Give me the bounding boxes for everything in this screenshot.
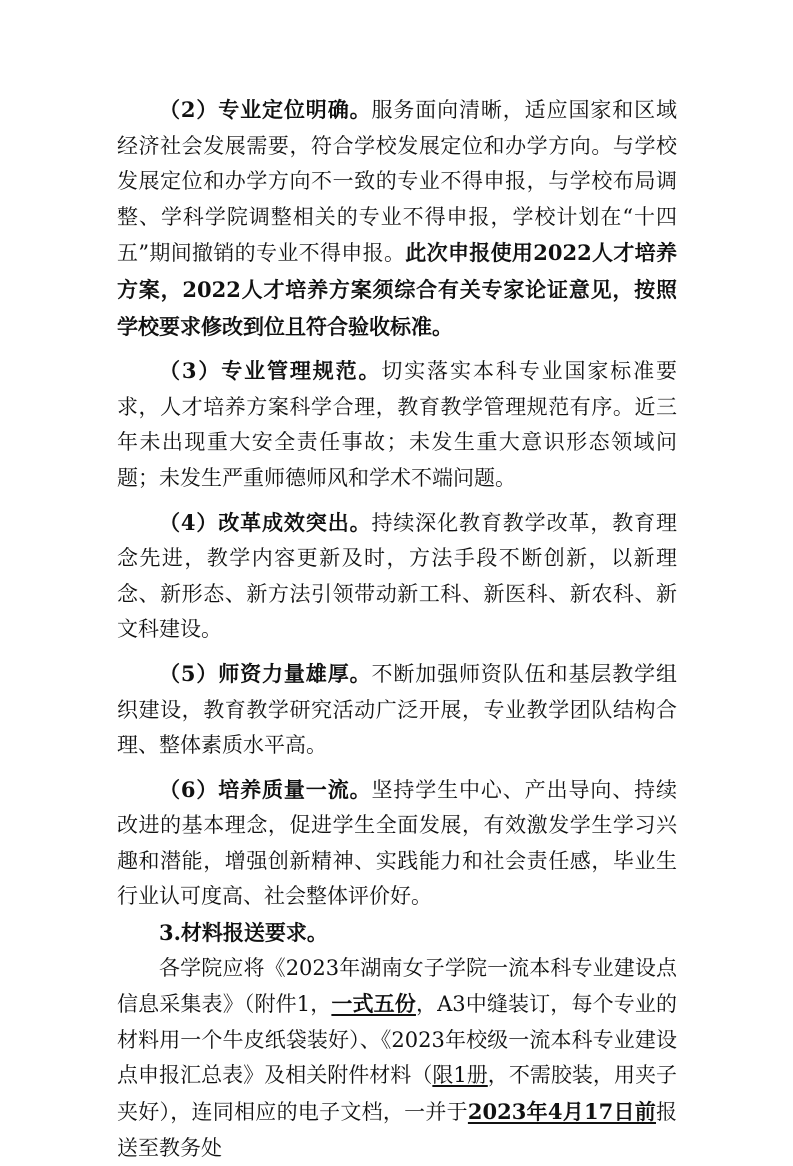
- bold-note-training-plan: 此次申报使用2022人才培养方案，2022人才培养方案须综合有关专家论证意见，按照学校要求修改到位且符合验收标准。: [117, 240, 677, 339]
- heading-faculty: （5）师资力量雄厚。: [159, 660, 372, 686]
- paragraph-reform: [117, 505, 677, 648]
- paragraph-faculty: [117, 656, 677, 764]
- materials-text-4: 报送至教务处: [117, 1100, 677, 1160]
- text-positioning: 服务面向清晰，适应国家和区域经济社会发展需要，符合学校发展定位和办学方向。与学校发展定位和办学方向不一致的专业不得申报，与学校布局调整、学科学院调整相关的专业不得申报，学校计划在“十四五”期间撤销的专业不得申报。: [117, 98, 677, 266]
- paragraph-management: [117, 353, 677, 496]
- section-heading-materials: 3.材料报送要求。: [159, 920, 328, 946]
- paragraph-materials: [117, 951, 677, 1166]
- heading-management: （3）专业管理规范。: [159, 358, 382, 384]
- text-quality: 坚持学生中心、产出导向、持续改进的基本理念，促进学生全面发展，有效激发学生学习兴趣和潜能，增强创新精神、实践能力和社会责任感，毕业生行业认可度高、社会整体评价好。: [117, 777, 677, 909]
- submission-deadline: 2023年4月17日前: [467, 1099, 656, 1125]
- document-body: [117, 92, 677, 1166]
- text-reform: 持续深化教育教学改革，教育理念先进，教学内容更新及时，方法手段不断创新，以新理念、新形态、新方法引领带动新工科、新医科、新农科、新文科建设。: [117, 510, 677, 642]
- heading-quality: （6）培养质量一流。: [159, 776, 372, 802]
- materials-text-3: ，不需胶装，用夹子夹好），连同相应的电子文档，一并于: [117, 1063, 677, 1125]
- copies-requirement: 一式五份: [331, 991, 416, 1017]
- paragraph-positioning: [117, 92, 677, 345]
- text-management: 切实落实本科专业国家标准要求，人才培养方案科学合理，教育教学管理规范有序。近三年未出现重大安全责任事故；未发生重大意识形态领域问题；未发生严重师德师风和学术不端问题。: [117, 359, 677, 490]
- heading-positioning: （2）专业定位明确。: [159, 97, 372, 122]
- materials-text-1: 各学院应将《2023年湖南女子学院一流本科专业建设点信息采集表》（附件1，: [117, 955, 677, 1017]
- text-faculty: 不断加强师资队伍和基层教学组织建设，教育教学研究活动广泛开展，专业教学团队结构合理、整体素质水平高。: [117, 661, 677, 758]
- volume-limit: 限1册: [432, 1063, 488, 1088]
- materials-text-2: ，A3中缝装订，每个专业的材料用一个牛皮纸袋装好）、《2023年校级一流本科专业建设点申报汇总表》及相关附件材料（: [117, 992, 677, 1088]
- paragraph-quality: [117, 772, 677, 915]
- heading-reform: （4）改革成效突出。: [159, 509, 372, 535]
